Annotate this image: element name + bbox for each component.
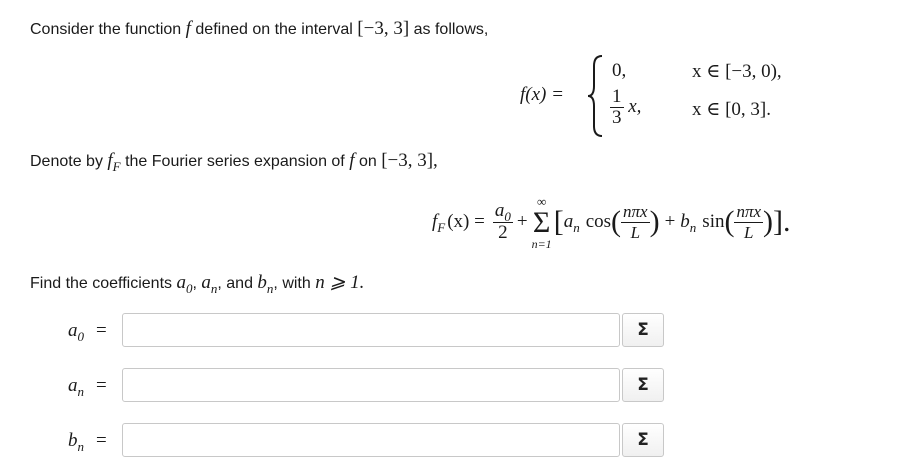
answer-equals-an: = xyxy=(96,375,107,396)
bn-input[interactable] xyxy=(122,423,620,457)
cos-rparen: ) xyxy=(649,205,660,238)
answer-label-a0: $a_0$ xyxy=(68,320,84,344)
sum-upper: ∞ xyxy=(536,193,547,209)
cos-lparen: ( xyxy=(611,205,622,238)
sin-rparen: ) xyxy=(763,205,774,238)
sin-lparen: ( xyxy=(724,205,735,238)
denote-interval: [−3, 3], xyxy=(381,150,438,171)
an-sigma-button[interactable]: Σ xyxy=(622,368,664,402)
find-a0: $a_0$ xyxy=(176,272,193,296)
intro-interval: [−3, 3] xyxy=(357,18,410,39)
find-bn: $b_n$ xyxy=(257,272,274,296)
denote-on: on xyxy=(358,153,377,170)
one-third-fraction xyxy=(610,87,624,128)
case2-condition: x ∈ [0, 3]. xyxy=(692,99,771,120)
find-condition: n ⩾ 1. xyxy=(315,272,365,293)
answer-equals-a0: = xyxy=(96,320,107,341)
bn-term: $b_n$ xyxy=(680,211,697,235)
answer-label-bn: $b_n$ xyxy=(68,430,84,454)
piecewise-lhs: f(x) = xyxy=(520,84,564,105)
function-symbol-2: f xyxy=(349,150,355,171)
case1-value: 0, xyxy=(612,60,627,81)
intro-line xyxy=(30,18,488,40)
sin-argument: $\frac{\text{nπx}}{L}$ xyxy=(736,201,762,242)
sin-func: sin xyxy=(702,211,725,232)
a0-input[interactable] xyxy=(122,313,620,347)
intro-before: Consider the function xyxy=(30,21,182,38)
a0-half-fraction: $\frac{a_0}{2}$ xyxy=(494,200,511,243)
cos-func: cos xyxy=(585,211,612,232)
function-symbol: f xyxy=(185,18,191,39)
find-line: Find the coefficients $a_0$, $a_n$, and $b_n$, with n ⩾ 1. xyxy=(30,272,365,296)
bn-sigma-button[interactable]: Σ xyxy=(622,423,664,457)
piecewise-brace xyxy=(586,54,606,143)
open-bracket: [ xyxy=(553,205,564,238)
fourier-series-formula xyxy=(432,194,791,250)
answer-label-an: $a_n$ xyxy=(68,375,84,399)
find-an: $a_n$ xyxy=(201,272,218,296)
denote-before: Denote by xyxy=(30,153,103,170)
answer-equals-bn: = xyxy=(96,430,107,451)
denote-mid: the Fourier series expansion of xyxy=(125,153,345,170)
case2-expression xyxy=(610,87,641,128)
find-before: Find the coefficients xyxy=(30,275,173,292)
summation xyxy=(532,195,552,250)
fraction-denominator: 3 xyxy=(612,107,622,128)
close-bracket: ]. xyxy=(773,205,791,238)
series-lhs: $f_F$ xyxy=(432,211,446,235)
an-term: $a_n$ xyxy=(563,211,580,235)
case2-tail: x, xyxy=(628,95,642,117)
series-plus: + xyxy=(516,211,528,232)
fraction-numerator: 1 xyxy=(612,86,622,107)
sigma-symbol: Σ xyxy=(532,205,551,239)
denote-line xyxy=(30,150,438,172)
cos-argument: $\frac{\text{nπx}}{L}$ xyxy=(623,201,648,242)
an-input[interactable] xyxy=(122,368,620,402)
case1-condition: x ∈ [−3, 0), xyxy=(692,61,782,82)
series-lhs-arg: (x) = xyxy=(447,211,485,232)
fourier-symbol: $f_F$ xyxy=(107,150,121,174)
series-plus-2: + xyxy=(664,211,676,232)
sum-lower: n=1 xyxy=(531,236,552,251)
intro-after: as follows, xyxy=(413,21,489,38)
a0-sigma-button[interactable]: Σ xyxy=(622,313,664,347)
intro-mid: defined on the interval xyxy=(195,21,353,38)
